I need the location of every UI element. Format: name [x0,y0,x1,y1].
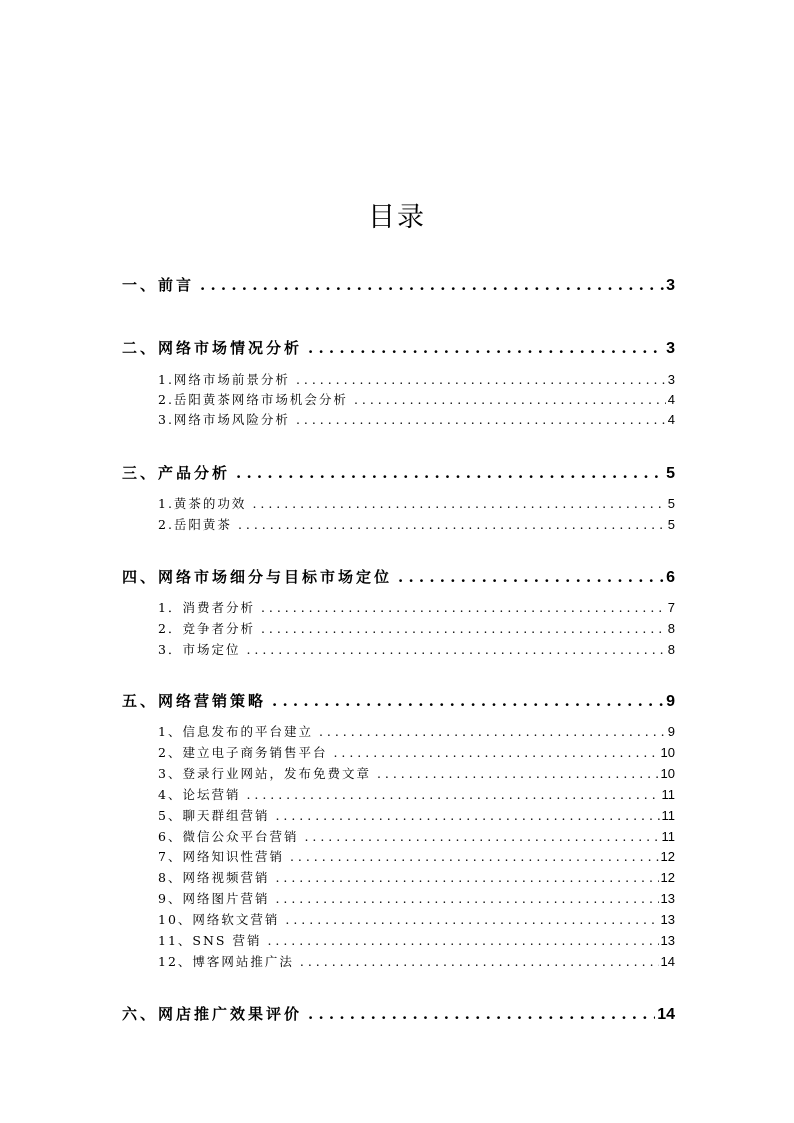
toc-leader-dots [246,642,665,657]
toc-item-label: 11、SNS 营销 [158,933,262,948]
toc-item[interactable] [158,743,675,761]
toc-item[interactable] [158,952,675,970]
toc-leader-dots [398,568,664,586]
toc-item-label: 1、信息发布的平台建立 [158,724,313,739]
toc-section-label: 四、网络市场细分与目标市场定位 [122,568,393,586]
toc-leader-dots [275,891,658,906]
toc-item[interactable] [158,868,675,886]
toc-leader-dots [267,933,658,948]
toc-item-label: 3．市场定位 [158,642,241,657]
toc-section-label: 二、网络市场情况分析 [122,339,303,357]
toc-page-number: 14 [660,954,675,969]
toc-page-number: 12 [660,849,675,864]
toc-leader-dots [308,339,664,357]
toc-section-6[interactable] [122,1003,675,1024]
toc-leader-dots [308,1005,655,1023]
toc-leader-dots [200,276,664,294]
toc-item-label: 1.黄茶的功效 [158,496,247,511]
toc-page-number: 5 [667,496,675,511]
toc-section-label: 三、产品分析 [122,464,231,482]
toc-section-2[interactable] [122,337,675,358]
toc-leader-dots [246,787,659,802]
toc-leader-dots [275,808,659,823]
toc-leader-dots [300,954,659,969]
toc-leader-dots [238,517,666,532]
toc-page-number: 11 [661,808,675,823]
toc-item-label: 10、网络软文营销 [158,912,280,927]
toc-page-number: 11 [661,829,675,844]
toc-item[interactable] [158,785,675,803]
toc-page-number: 9 [666,693,675,710]
page-title: 目录 [368,202,426,233]
toc-item[interactable] [158,806,675,824]
toc-item-label: 4、论坛营销 [158,787,241,802]
toc-leader-dots [296,372,666,387]
toc-leader-dots [290,849,659,864]
toc-item-label: 5、聊天群组营销 [158,808,270,823]
toc-leader-dots [236,464,664,482]
toc-page-number: 4 [667,392,675,407]
toc-leader-dots [377,766,659,781]
toc-page-number: 8 [667,621,675,636]
toc-item-label: 1．消费者分析 [158,600,255,615]
toc-item[interactable] [158,889,675,907]
toc-item-label: 8、网络视频营销 [158,870,270,885]
toc-section-label: 五、网络营销策略 [122,692,267,710]
toc-item[interactable] [158,494,675,512]
toc-item[interactable] [158,722,675,740]
toc-page-number: 5 [666,465,675,482]
toc-item-label: 2、建立电子商务销售平台 [158,745,328,760]
toc-item-label: 3、登录行业网站，发布免费文章 [158,766,371,781]
toc-page-number: 5 [667,517,675,532]
toc-item-label: 7、网络知识性营销 [158,849,284,864]
toc-section-1[interactable] [122,274,675,295]
toc-item[interactable] [158,640,675,658]
toc-page-number: 12 [660,870,675,885]
toc-item[interactable] [158,390,675,408]
toc-item-label: 6、微信公众平台营销 [158,829,299,844]
toc-page-number: 7 [667,600,675,615]
toc-section-4[interactable] [122,566,675,587]
toc-section-label: 一、前言 [122,276,195,294]
toc-item[interactable] [158,515,675,533]
toc-page-number: 13 [660,912,675,927]
toc-item[interactable] [158,910,675,928]
toc-page-number: 3 [667,372,675,387]
toc-section-5[interactable] [122,690,675,711]
toc-item-label: 2．竞争者分析 [158,621,255,636]
toc-leader-dots [296,412,666,427]
toc-item[interactable] [158,370,675,388]
toc-leader-dots [304,829,659,844]
toc-item[interactable] [158,598,675,616]
toc-page-number: 14 [657,1006,675,1023]
toc-page-number: 8 [667,642,675,657]
toc-page-number: 10 [660,766,675,781]
toc-page-number: 13 [660,891,675,906]
toc-item-label: 2.岳阳黄茶网络市场机会分析 [158,392,348,407]
toc-item-label: 3.网络市场风险分析 [158,412,290,427]
toc-item[interactable] [158,931,675,949]
toc-leader-dots [261,621,666,636]
toc-leader-dots [333,745,658,760]
toc-page-number: 6 [666,569,675,586]
toc-item[interactable] [158,410,675,428]
toc-page-number: 4 [667,412,675,427]
toc-item-label: 2.岳阳黄茶 [158,517,232,532]
toc-leader-dots [319,724,666,739]
toc-item-label: 9、网络图片营销 [158,891,270,906]
toc-page-number: 9 [667,724,675,739]
toc-leader-dots [272,692,664,710]
toc-item[interactable] [158,847,675,865]
toc-leader-dots [285,912,658,927]
toc-leader-dots [275,870,658,885]
toc-item-label: 12、博客网站推广法 [158,954,294,969]
toc-item[interactable] [158,619,675,637]
toc-leader-dots [354,392,666,407]
toc-item[interactable] [158,827,675,845]
toc-page-number: 13 [660,933,675,948]
toc-page-number: 3 [666,340,675,357]
toc-section-label: 六、网店推广效果评价 [122,1005,303,1023]
toc-leader-dots [261,600,666,615]
toc-page-number: 10 [660,745,675,760]
toc-item[interactable] [158,764,675,782]
toc-page-number: 3 [666,277,675,294]
toc-page-number: 11 [661,787,675,802]
toc-section-3[interactable] [122,462,675,483]
toc-item-label: 1.网络市场前景分析 [158,372,290,387]
toc-leader-dots [252,496,665,511]
